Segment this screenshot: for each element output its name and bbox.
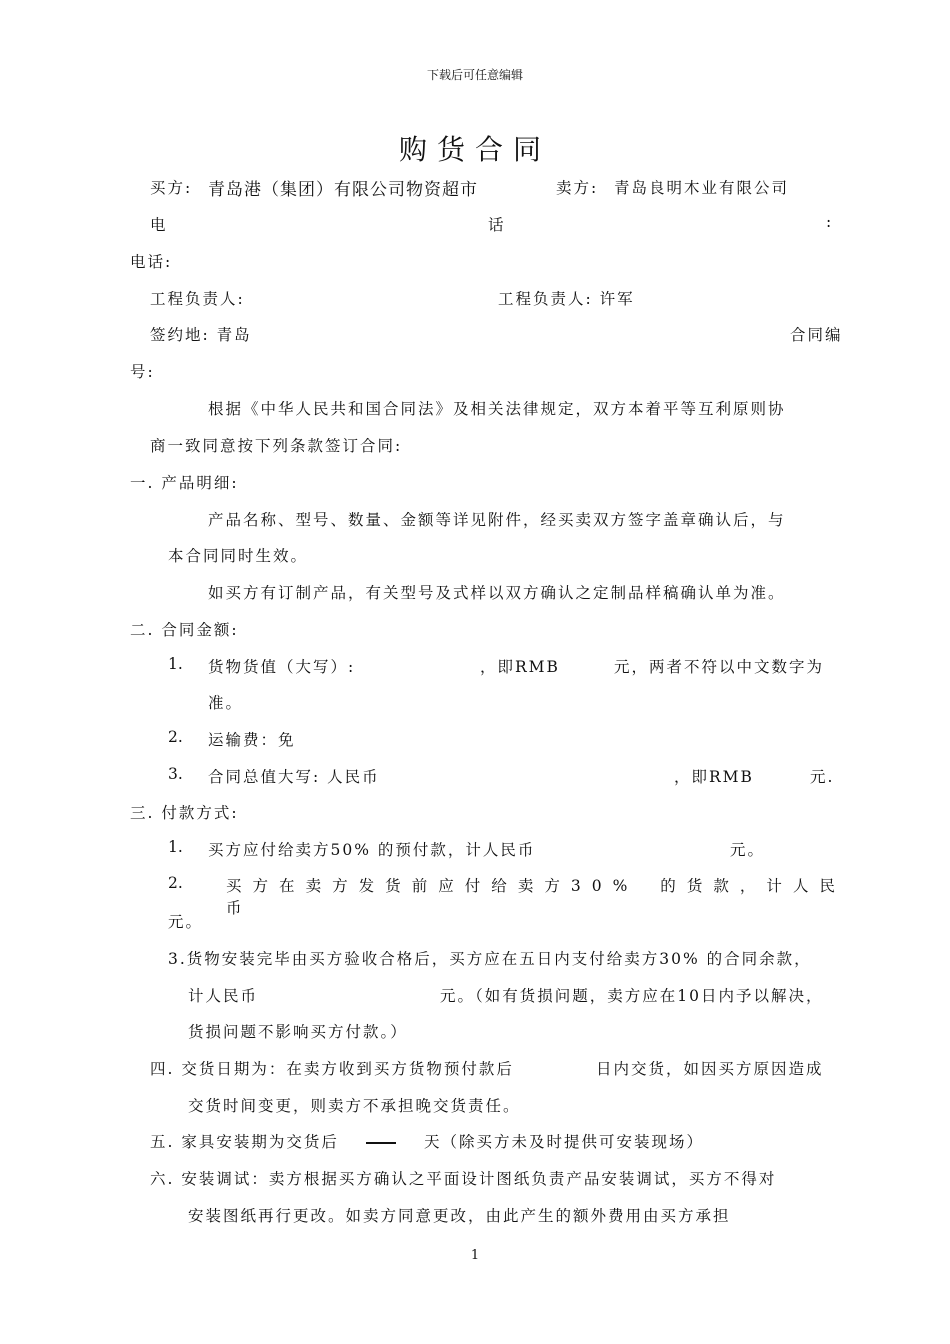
phone-left: 电 xyxy=(150,216,168,234)
intro-line-2: 商一致同意按下列条款签订合同: xyxy=(150,437,403,455)
section-2-item-3-number: 3. xyxy=(168,765,183,783)
installation-days-blank xyxy=(366,1142,396,1144)
section-5-label: 五. 家具安装期为交货后 xyxy=(150,1133,339,1151)
section-3-item-3-label: 计人民币 xyxy=(188,987,259,1005)
seller-label: 卖方: xyxy=(556,179,599,197)
section-4-line-2: 交货时间变更，则卖方不承担晚交货责任。 xyxy=(188,1097,521,1115)
section-2-item-2-number: 2. xyxy=(168,728,183,746)
section-3-item-2-number: 2. xyxy=(168,874,183,892)
buyer-name: 青岛港（集团）有限公司物资超市 xyxy=(208,180,478,200)
page-number: 1 xyxy=(470,1248,480,1263)
seller-manager: 工程负责人: 许军 xyxy=(498,290,635,308)
section-4-line-1b: 日内交货，如因买方原因造成 xyxy=(596,1060,824,1078)
section-2-item-3-rmb: ，即RMB xyxy=(674,768,754,786)
section-2-item-2-text: 运输费：免 xyxy=(208,731,296,749)
contract-number-wrap: 号: xyxy=(130,363,155,381)
section-6-line-2: 安装图纸再行更改。如卖方同意更改，由此产生的额外费用由买方承担 xyxy=(188,1207,731,1225)
buyer-label: 买方: xyxy=(150,179,193,197)
section-3-item-3-line-2: 元。（如有货损问题，卖方应在10日内予以解决， xyxy=(440,987,824,1005)
section-1-para-1a: 产品名称、型号、数量、金额等详见附件，经买卖双方签字盖章确认后，与 xyxy=(208,511,786,529)
phone-wrap: 电话: xyxy=(130,253,173,271)
section-3-item-1-number: 1. xyxy=(168,838,183,856)
section-3-title: 三. 付款方式: xyxy=(130,804,239,822)
section-2-item-1-label: 货物货值（大写）: xyxy=(208,658,356,676)
section-2-item-3-tail: 元. xyxy=(810,768,835,786)
phone-mid: 话 xyxy=(488,216,506,234)
buyer-manager: 工程负责人: xyxy=(150,290,245,308)
section-2-item-1-wrap: 准。 xyxy=(208,694,244,712)
section-3-item-2-text: 买方在卖方发货前应付给卖方30% 的货款，计人民币 xyxy=(226,877,846,917)
section-3-item-3-line-1: 3.货物安装完毕由买方验收合格后，买方应在五日内支付给卖方30% 的合同余款， xyxy=(168,950,812,968)
intro-line-1: 根据《中华人民共和国合同法》及相关法律规定，双方本着平等互利原则协 xyxy=(208,400,786,418)
section-2-item-3-label: 合同总值大写: 人民币 xyxy=(208,768,380,786)
section-1-para-1b: 本合同同时生效。 xyxy=(168,547,309,565)
sign-place: 签约地: 青岛 xyxy=(150,326,252,344)
document-title: 购货合同 xyxy=(398,133,551,166)
seller-name: 青岛良明木业有限公司 xyxy=(614,179,790,197)
section-2-item-1-tail: 元，两者不符以中文数字为 xyxy=(614,658,825,676)
contract-number-label: 合同编 xyxy=(790,326,843,344)
section-4-line-1a: 四. 交货日期为：在卖方收到买方货物预付款后 xyxy=(150,1060,514,1078)
section-2-item-1-number: 1. xyxy=(168,655,183,673)
section-5-tail: 天（除买方未及时提供可安装现场） xyxy=(424,1133,705,1151)
section-3-item-1-text: 买方应付给卖方50% 的预付款，计人民币 xyxy=(208,841,536,859)
section-1-para-2: 如买方有订制产品，有关型号及式样以双方确认之定制品样稿确认单为准。 xyxy=(208,584,786,602)
page-header: 下载后可任意编辑 xyxy=(426,68,523,82)
section-3-item-1-tail: 元。 xyxy=(730,841,766,859)
section-1-title: 一. 产品明细: xyxy=(130,474,239,492)
section-2-title: 二. 合同金额: xyxy=(130,621,239,639)
section-2-item-1-rmb: ，即RMB xyxy=(480,658,560,676)
phone-colon: : xyxy=(826,213,834,231)
section-3-item-2-wrap: 元。 xyxy=(168,913,204,931)
section-6-line-1: 六. 安装调试：卖方根据买方确认之平面设计图纸负责产品安装调试，买方不得对 xyxy=(150,1170,777,1188)
section-3-item-3-line-3: 货损问题不影响买方付款。） xyxy=(188,1023,408,1041)
